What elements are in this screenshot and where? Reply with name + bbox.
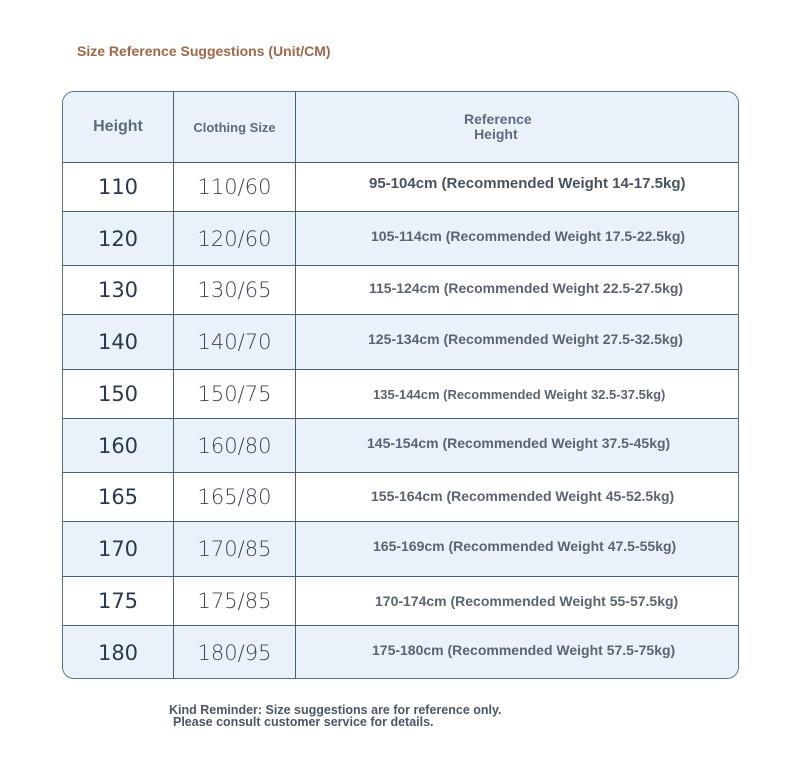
clothing-size-value: 180/95 <box>197 640 272 665</box>
reference-text: 135-144cm (Recommended Weight 32.5-37.5kg) <box>373 386 666 402</box>
table-row <box>63 472 738 521</box>
height-value: 170 <box>97 537 139 561</box>
reference-text: 95-104cm (Recommended Weight 14-17.5kg) <box>369 174 686 192</box>
clothing-size-value: 120/60 <box>197 226 272 251</box>
header-height-label: Height <box>93 118 143 135</box>
header-cell-height <box>63 92 173 164</box>
height-value: 180 <box>97 640 139 665</box>
height-value: 130 <box>97 278 139 302</box>
height-value: 160 <box>97 433 139 458</box>
clothing-size-value: 175/85 <box>197 589 272 613</box>
clothing-size-value: 110/60 <box>197 175 272 199</box>
table-row <box>63 418 738 472</box>
reference-text: 115-124cm (Recommended Weight 22.5-27.5kg) <box>369 280 684 296</box>
reference-text: 170-174cm (Recommended Weight 55-57.5kg) <box>375 593 679 609</box>
header-cell-reference-height <box>296 92 738 162</box>
header-reference-line2: Height <box>474 126 518 142</box>
table-row <box>63 576 738 625</box>
table-row <box>63 162 738 211</box>
column-divider <box>173 92 174 678</box>
header-reference-line1: Reference <box>464 111 532 127</box>
reference-text: 105-114cm (Recommended Weight 17.5-22.5kg) <box>371 227 686 244</box>
header-clothing-size-label: Clothing Size <box>193 119 276 135</box>
kind-reminder-note <box>169 704 502 728</box>
clothing-size-value: 160/80 <box>197 433 272 458</box>
reference-text: 175-180cm (Recommended Weight 57.5-75kg) <box>372 641 676 658</box>
clothing-size-value: 140/70 <box>197 330 272 354</box>
reference-text: 145-154cm (Recommended Weight 37.5-45kg) <box>367 434 671 451</box>
size-table <box>62 91 739 679</box>
reminder-line-1: Kind Reminder: Size suggestions are for reference only. <box>169 703 502 717</box>
header-reference-label <box>464 112 532 142</box>
table-row <box>63 369 738 418</box>
height-value: 165 <box>97 485 139 509</box>
reference-text: 155-164cm (Recommended Weight 45-52.5kg) <box>371 488 675 504</box>
table-row <box>63 314 738 369</box>
header-cell-clothing-size <box>174 92 295 168</box>
table-row <box>63 211 738 265</box>
height-value: 140 <box>97 330 139 354</box>
height-value: 150 <box>97 382 139 406</box>
clothing-size-value: 165/80 <box>197 485 272 509</box>
clothing-size-value: 130/65 <box>197 278 272 302</box>
height-value: 120 <box>97 226 139 251</box>
reference-text: 125-134cm (Recommended Weight 27.5-32.5kg) <box>368 331 683 347</box>
page-title: Size Reference Suggestions (Unit/CM) <box>77 43 331 59</box>
height-value: 175 <box>97 589 139 613</box>
table-row <box>63 265 738 314</box>
height-value: 110 <box>97 175 139 199</box>
table-header-row <box>63 92 738 162</box>
reminder-line-2: Please consult customer service for details. <box>173 715 434 729</box>
table-row <box>63 625 738 679</box>
table-row <box>63 521 738 576</box>
reference-text: 165-169cm (Recommended Weight 47.5-55kg) <box>373 538 677 554</box>
clothing-size-value: 150/75 <box>197 382 272 406</box>
clothing-size-value: 170/85 <box>197 537 272 561</box>
column-divider <box>295 92 296 678</box>
